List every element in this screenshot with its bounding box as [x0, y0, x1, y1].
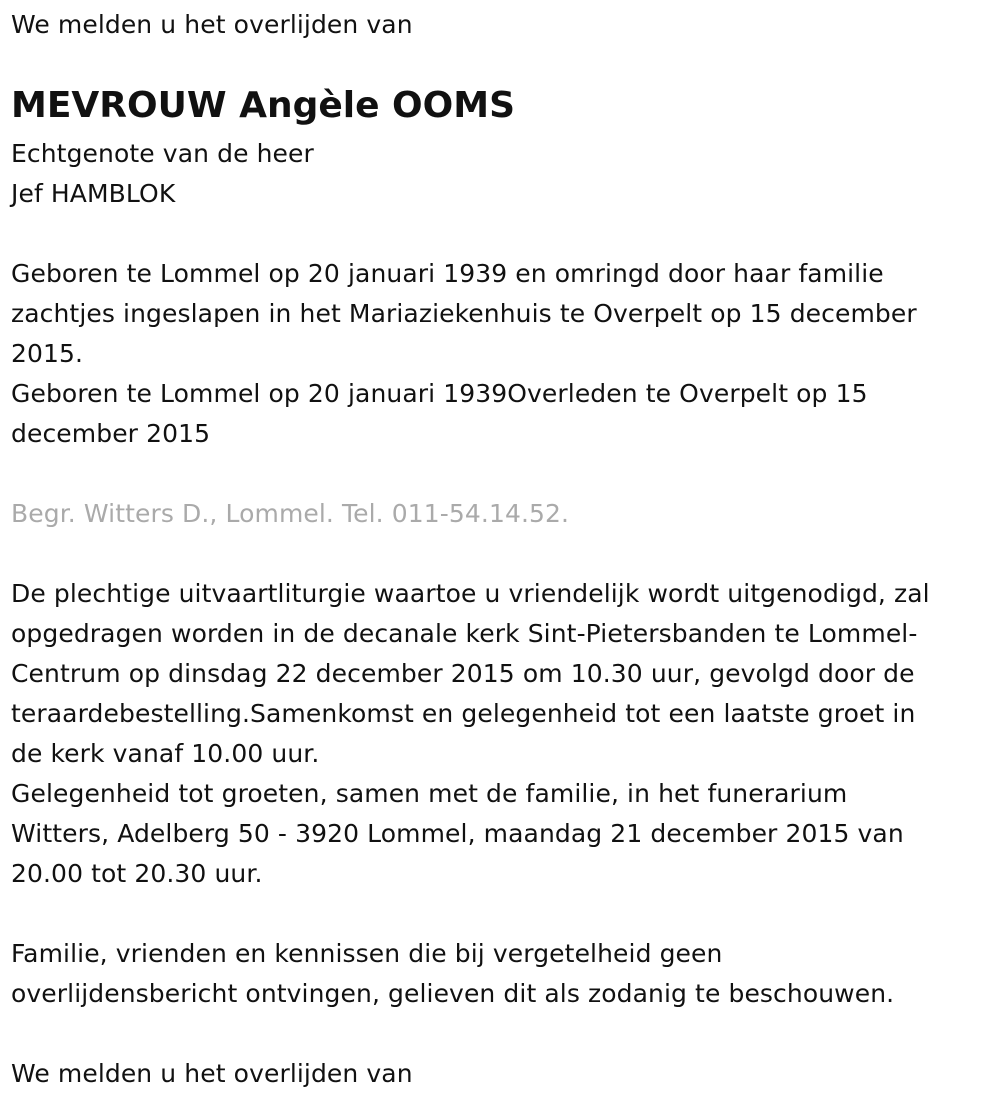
ceremony-paragraph-line: Witters, Adelberg 50 - 3920 Lommel, maandag 21 december 2015 van	[11, 819, 904, 848]
death-paragraph-line: december 2015	[11, 419, 211, 448]
ceremony-paragraph-line: opgedragen worden in de decanale kerk Sint-Pietersbanden te Lommel-	[11, 619, 918, 648]
intro-text: We melden u het overlijden van	[11, 10, 413, 39]
closing-paragraph-line: overlijdensbericht ontvingen, gelieven dit als zodanig te beschouwen.	[11, 979, 895, 1008]
ceremony-paragraph-line: teraardebestelling.Samenkomst en gelegenheid tot een laatste groet in	[11, 699, 916, 728]
undertaker-info: Begr. Witters D., Lommel. Tel. 011-54.14.52.	[11, 499, 570, 528]
ceremony-paragraph-line: de kerk vanaf 10.00 uur.	[11, 739, 320, 768]
ceremony-paragraph-line: 20.00 tot 20.30 uur.	[11, 859, 263, 888]
spouse-line-1: Echtgenote van de heer	[11, 139, 314, 168]
spouse-line-2: Jef HAMBLOK	[11, 179, 176, 208]
closing-paragraph-line: Familie, vrienden en kennissen die bij vergetelheid geen	[11, 939, 723, 968]
death-paragraph-line: Geboren te Lommel op 20 januari 1939Overleden te Overpelt op 15	[11, 379, 868, 408]
ceremony-paragraph-line: De plechtige uitvaartliturgie waartoe u vriendelijk wordt uitgenodigd, zal	[11, 579, 930, 608]
death-paragraph-line: Geboren te Lommel op 20 januari 1939 en omringd door haar familie	[11, 259, 884, 288]
deceased-name: MEVROUW Angèle OOMS	[11, 85, 515, 126]
ceremony-paragraph-line: Centrum op dinsdag 22 december 2015 om 10.30 uur, gevolgd door de	[11, 659, 915, 688]
intro-text-repeat: We melden u het overlijden van	[11, 1059, 413, 1088]
death-paragraph-line: 2015.	[11, 339, 84, 368]
ceremony-paragraph-line: Gelegenheid tot groeten, samen met de familie, in het funerarium	[11, 779, 848, 808]
death-paragraph-line: zachtjes ingeslapen in het Mariaziekenhuis te Overpelt op 15 december	[11, 299, 917, 328]
